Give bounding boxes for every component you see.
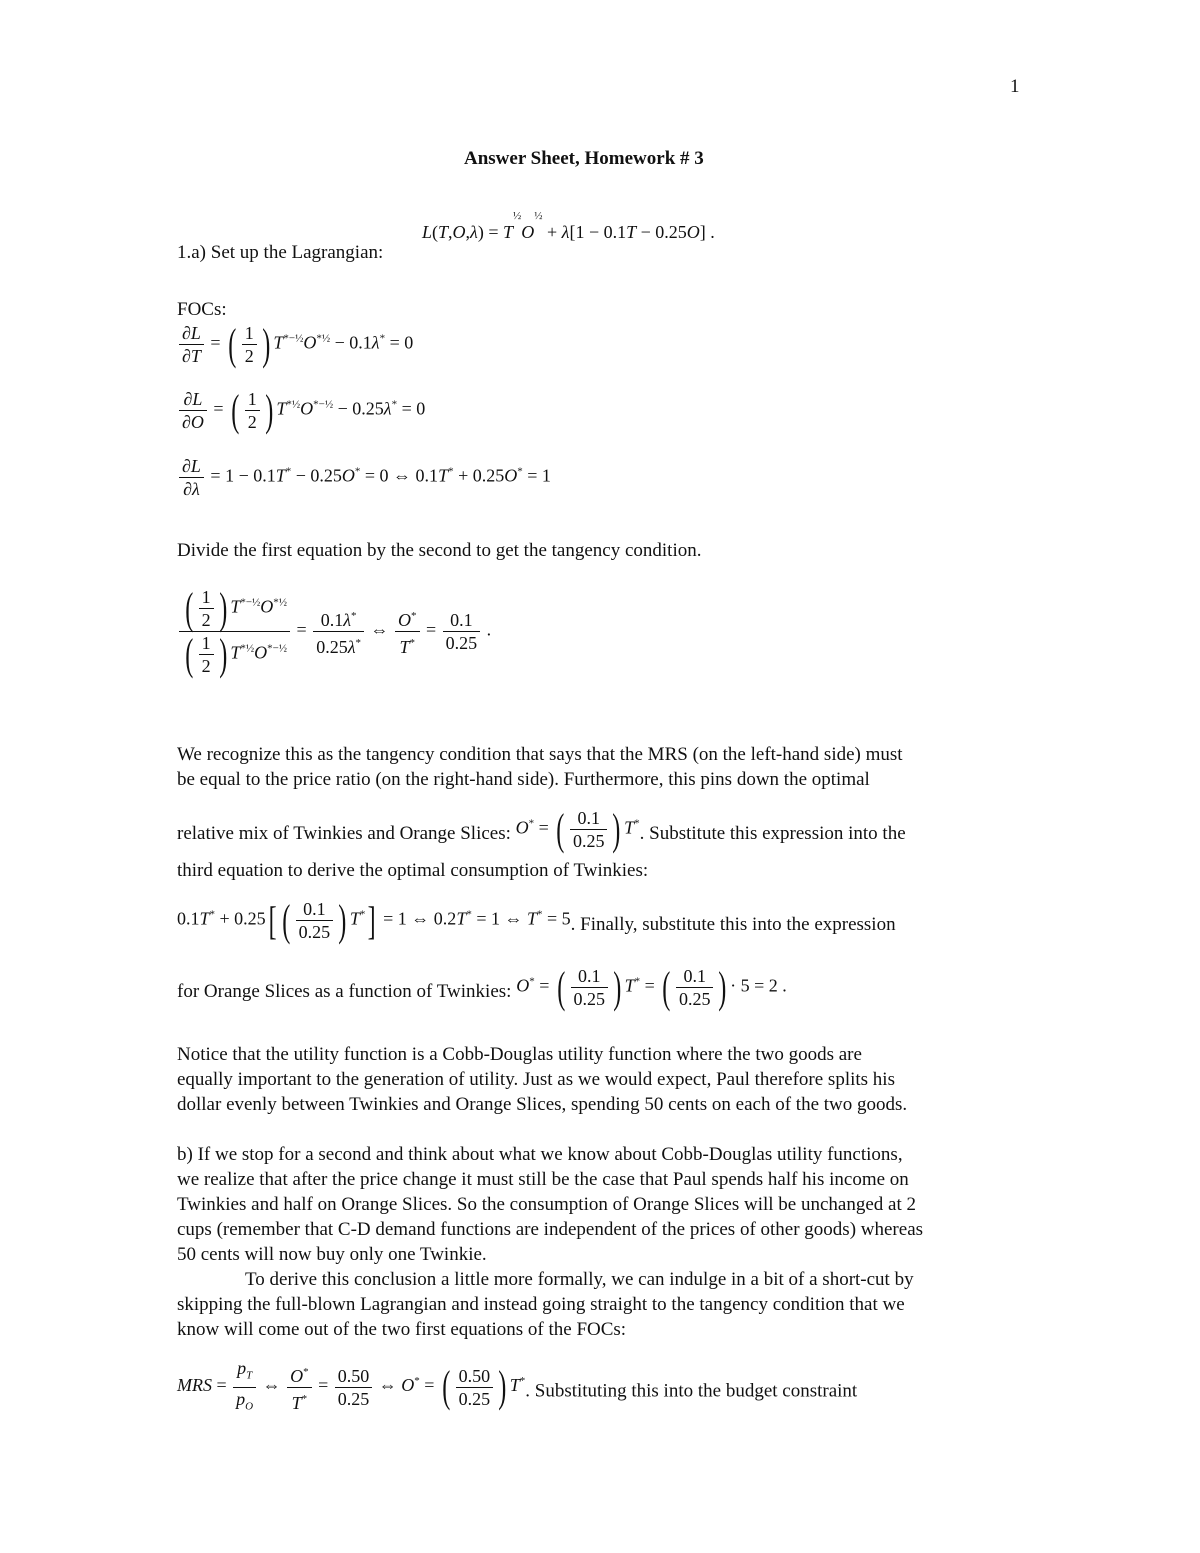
paragraph-1-line-2: be equal to the price ratio (on the right-hand side). Furthermore, this pins down the optimal [177, 769, 870, 790]
paragraph-2-line-2: equally important to the generation of utility. Just as we would expect, Paul therefore splits his [177, 1069, 895, 1090]
part-a-intro [177, 240, 383, 265]
foc-equation-1: $\frac{\partial L}{\partial T}$ = ( $\frac{1}{2}$ ) $T^{*-\frac{1}{2}}O^{*\frac{1}{2}} - 0.1\lambda^* = 0$ [177, 322, 413, 367]
part-b-line-3: Twinkies and half on Orange Slices. So the consumption of Orange Slices will be unchanged at 2 [177, 1194, 916, 1215]
mix-equation: O* = ( $\frac{0.1}{0.25}$ ) T* [515, 804, 640, 854]
mrs-equation: MRS = $\frac{p_T}{p_O}$ ⇔ $\frac{O^*}{T^*}$ = $\frac{0.50}{0.25}$ ⇔ O* = ( $\frac{0.50}{0.25}$ ) T* [177, 1358, 526, 1413]
tangency-equation: ( $\frac{1}{2}$ ) $T^{*-\frac{1}{2}}O^{*\frac{1}{2}}$ ( $\frac{1}{2}$ ) $T^{*\frac{1}{2}}O^{*-\frac{1}{2}}$ = $\frac{0.1\lambda^*}{0.25\lambda^*}$ ⇔ $\frac{O^*}{T^*}$ = $\frac{0.1}{0.25}$ . [177, 586, 491, 677]
orange-line [177, 962, 787, 1015]
page-number: 1 [1010, 76, 1020, 97]
mix-text-tail: . Substitute this expression into the [639, 822, 906, 844]
mix-text: relative mix of Twinkies and Orange Slices: [177, 822, 511, 844]
orange-text: for Orange Slices as a function of Twinkies: [177, 980, 512, 1002]
twinkie-text-tail: . Finally, substitute this into the expression [570, 913, 896, 935]
orange-equation: O* = ( $\frac{0.1}{0.25}$ ) T* = ( $\frac{0.1}{0.25}$ ) · 5 = 2 . [516, 962, 787, 1012]
mrs-text-tail: . Substituting this into the budget constraint [525, 1380, 858, 1402]
foc-equation-2: $\frac{\partial L}{\partial O}$ = ( $\frac{1}{2}$ ) $T^{*\frac{1}{2}}O^{*-\frac{1}{2}} - 0.25\lambda^* = 0$ [177, 388, 425, 433]
part-a-label: 1.a) Set up the Lagrangian: [177, 242, 384, 263]
paragraph-1-line-3 [177, 804, 906, 857]
foc-equation-3: $\frac{\partial L}{\partial\lambda}$ = 1 − 0.1T* − 0.25O* = 0 ⇔ 0.1T* + 0.25O* = 1 [177, 455, 551, 500]
paragraph-2-line-3: dollar evenly between Twinkies and Orange Slices, spending 50 cents on each of the two goods. [177, 1094, 908, 1115]
twinkie-line [177, 895, 896, 948]
divide-instruction: Divide the first equation by the second to get the tangency condition. [177, 540, 702, 561]
mrs-line [177, 1358, 858, 1422]
focs-label: FOCs: [177, 299, 227, 320]
lagrangian-equation: $L(T,O,\lambda) = T^{\frac{1}{2}}O^{\frac{1}{2}} + \lambda[1 - 0.1T - 0.25O]$ . [422, 210, 715, 242]
part-b-line-6: To derive this conclusion a little more formally, we can indulge in a bit of a short-cut by [245, 1269, 914, 1290]
page-title: Answer Sheet, Homework # 3 [464, 148, 704, 169]
paragraph-1-line-4: third equation to derive the optimal consumption of Twinkies: [177, 860, 649, 881]
paragraph-1-line-1: We recognize this as the tangency condition that says that the MRS (on the left-hand side) must [177, 744, 903, 765]
twinkie-equation: 0.1T* + 0.25[ ( $\frac{0.1}{0.25}$ ) T*] = 1 ⇔ 0.2T* = 1 ⇔ T* = 5 [177, 895, 571, 945]
part-b-line-2: we realize that after the price change it must still be the case that Paul spends half his income on [177, 1169, 909, 1190]
part-b-line-5: 50 cents will now buy only one Twinkie. [177, 1244, 487, 1265]
part-b-line-1: b) If we stop for a second and think about what we know about Cobb-Douglas utility functions, [177, 1144, 903, 1165]
part-b-line-8: know will come out of the two first equations of the FOCs: [177, 1319, 627, 1340]
part-b-line-4: cups (remember that C-D demand functions are independent of the prices of other goods) whereas [177, 1219, 924, 1240]
part-b-line-7: skipping the full-blown Lagrangian and instead going straight to the tangency condition that we [177, 1294, 905, 1315]
paragraph-2-line-1: Notice that the utility function is a Cobb-Douglas utility function where the two goods are [177, 1044, 862, 1065]
